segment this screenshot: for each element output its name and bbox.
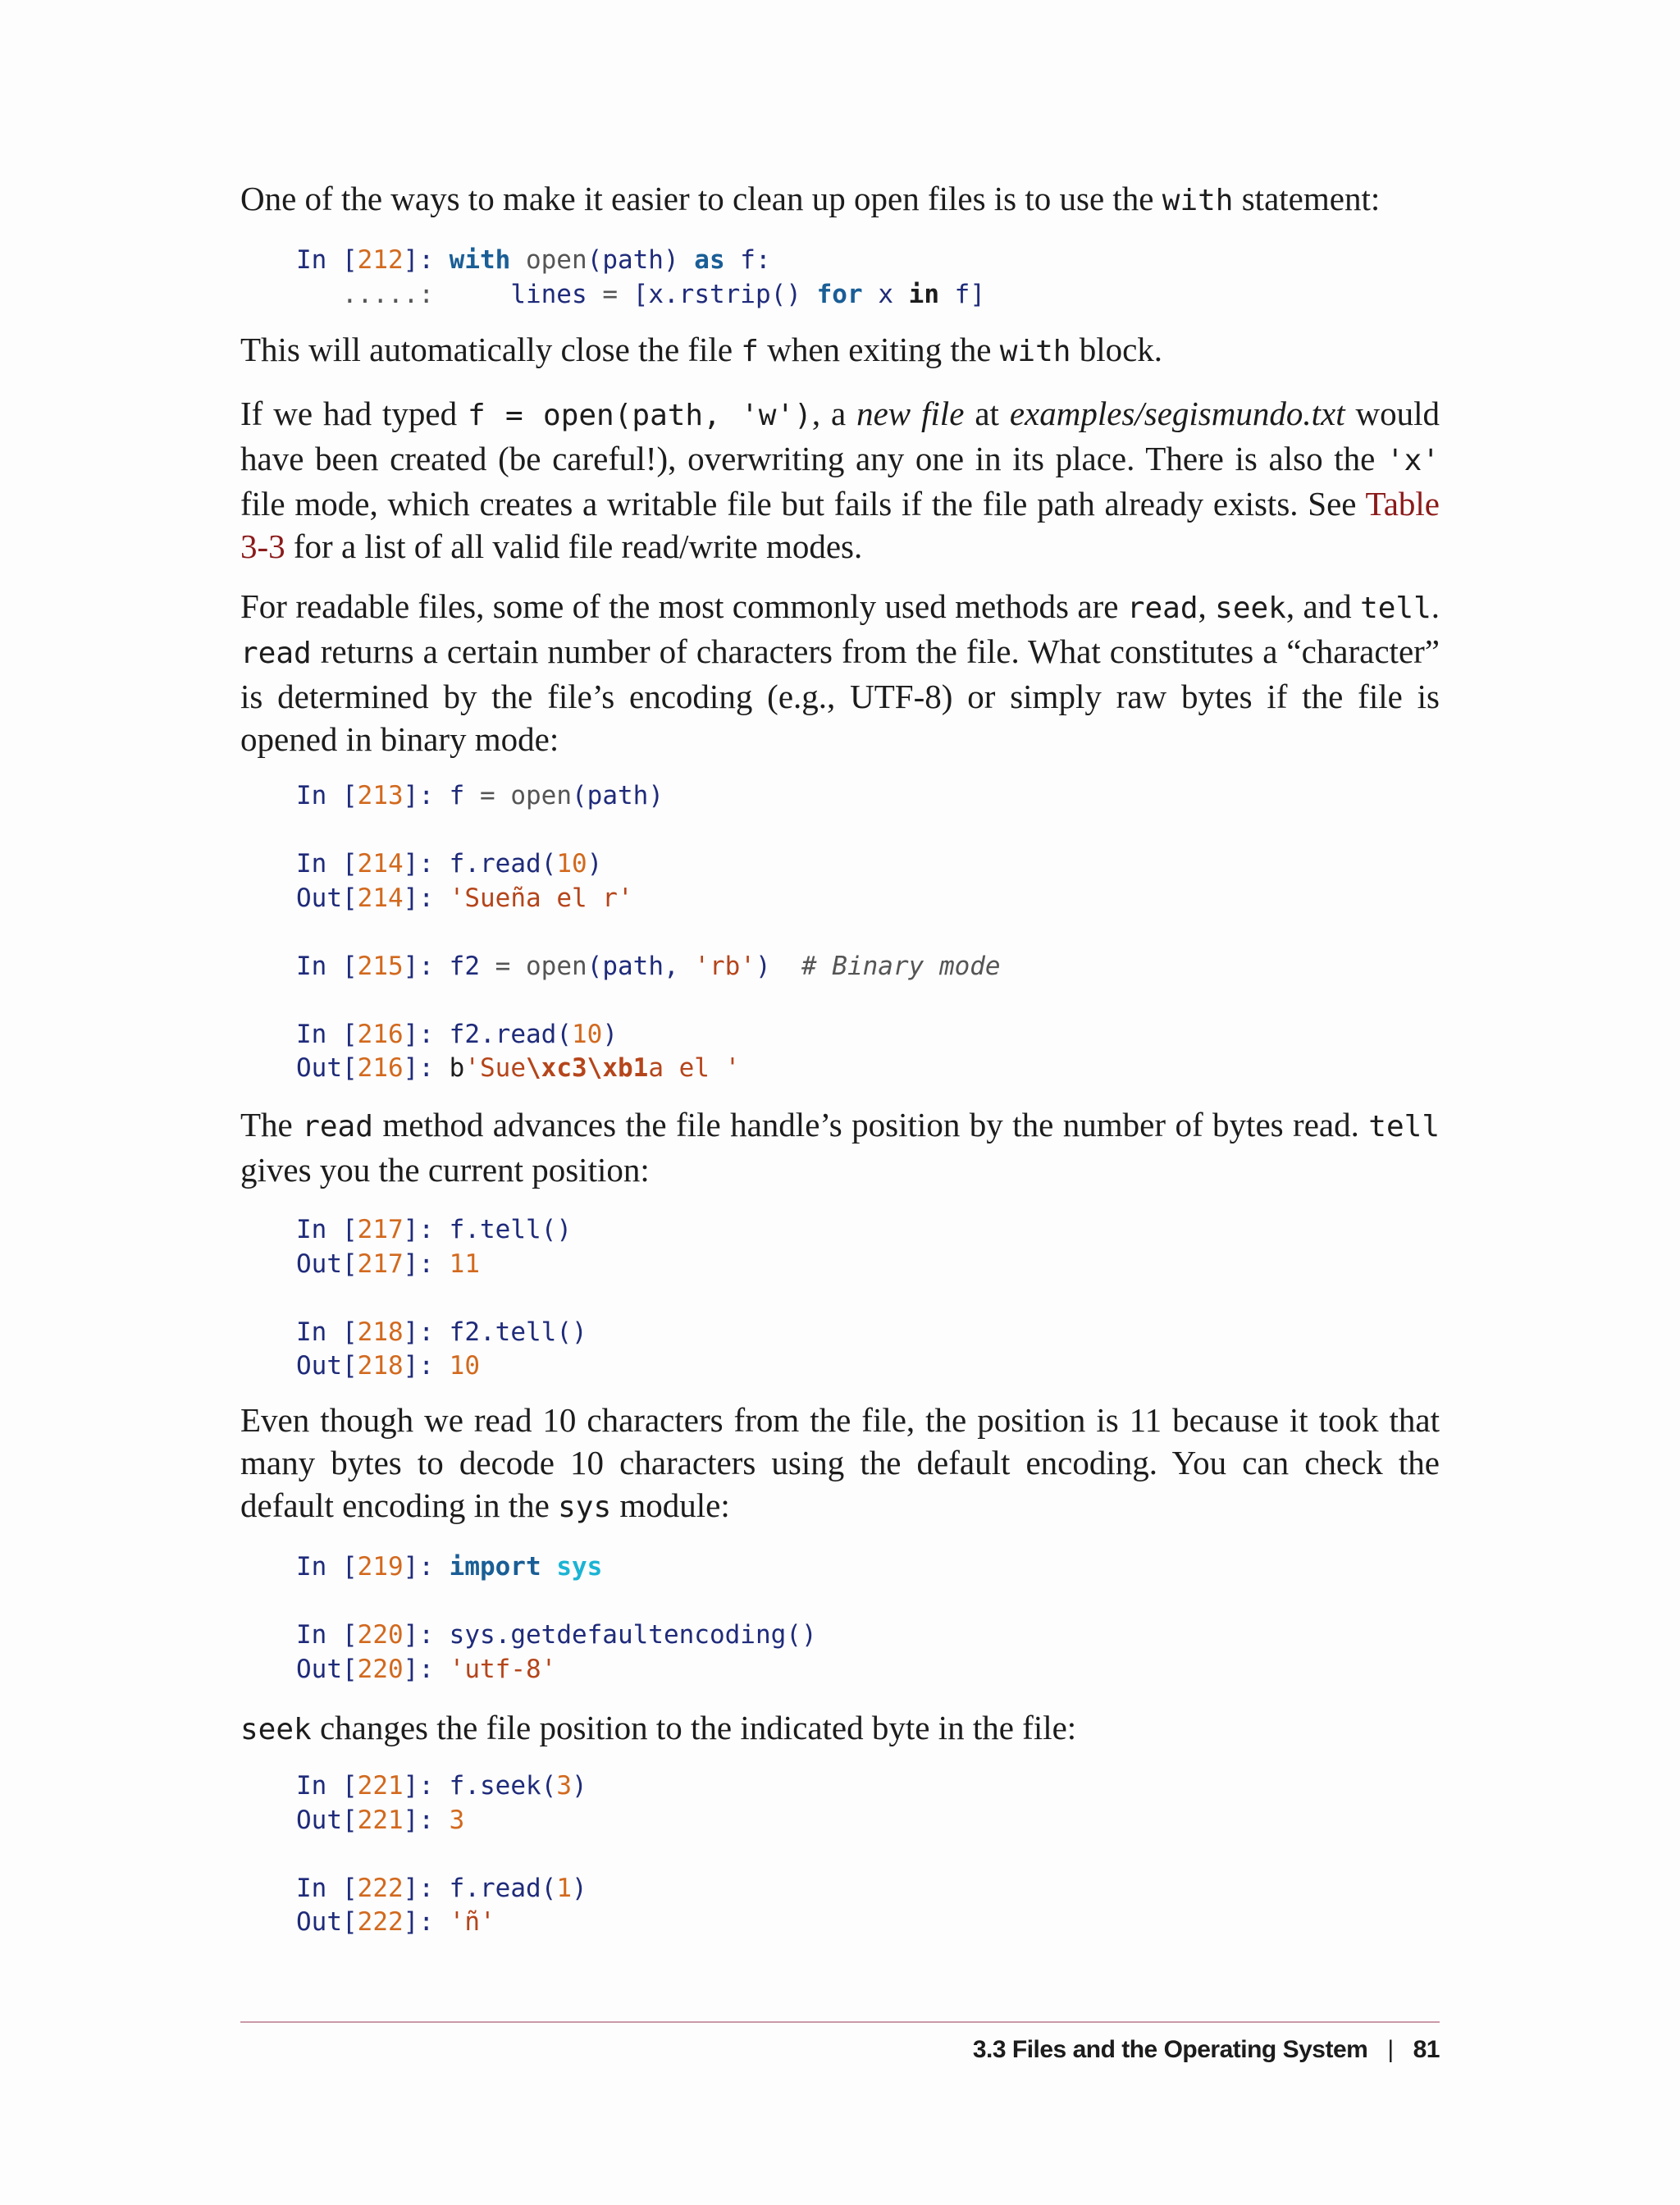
code-block-221-222: In [221]: f.seek(3) Out[221]: 3 In [222]: f.read(1) Out[222]: 'ñ': [296, 1771, 587, 1937]
paragraph-read-advances: The read method advances the file handle’s position by the number of bytes read. tell gives you the current position:: [240, 1106, 1440, 1189]
page-number: 81: [1413, 2036, 1440, 2063]
code-block-217-218: In [217]: f.tell() Out[217]: 11 In [218]: f2.tell() Out[218]: 10: [296, 1215, 587, 1381]
inline-code: with: [1162, 184, 1234, 217]
paragraph-readable-files: For readable files, some of the most commonly used methods are read, seek, and tell. read returns a certain number of characters from the file. What constitutes a “character” is determined by the file’s encoding (e.g., UTF-8) or simply raw bytes if the file is opened in binary mode:: [240, 587, 1440, 758]
section-title: 3.3 Files and the Operating System: [972, 2036, 1368, 2063]
paragraph-even-though: Even though we read 10 characters from the file, the position is 11 because it took that many bytes to decode 10 characters using the default encoding. You can check the default encoding in the sys module:: [240, 1401, 1440, 1524]
paragraph-auto-close: This will automatically close the file f when exiting the with block.: [240, 331, 1163, 368]
footer-rule: [240, 2021, 1440, 2023]
paragraph-seek: seek changes the file position to the indicated byte in the file:: [240, 1709, 1077, 1746]
footer-separator: |: [1387, 2036, 1394, 2063]
page-footer: [973, 2029, 1440, 2070]
table-3-3-link[interactable]: Table 3-3: [240, 485, 1440, 565]
code-block-212: In [212]: with open(path) as f: .....: lines = [x.rstrip() for x in f]: [296, 245, 985, 309]
paragraph-write-mode: If we had typed f = open(path, 'w'), a new file at examples/segismundo.txt would have been created (be careful!), overwriting any one in its place. There is also the 'x' file mode, which creates a writable file but fails if the file path already exists. See Table 3-3 for a list of all valid file read/write modes.: [240, 395, 1440, 565]
text: One of the ways to make it easier to clean up open files is to use the: [240, 180, 1162, 217]
text: statement:: [1233, 180, 1381, 217]
paragraph-with-statement: [240, 177, 1440, 222]
code-block-219-220: In [219]: import sys In [220]: sys.getdefaultencoding() Out[220]: 'utf-8': [296, 1552, 817, 1684]
continuation-prompt: .....:: [342, 279, 434, 309]
prompt-in: In: [296, 245, 327, 275]
code-block-213-216: In [213]: f = open(path) In [214]: f.read(10) Out[214]: 'Sueña el r' In [215]: f2 = open(path, 'rb') # Binary mode In [216]: f2.read(10) Out[216]: b'Sue\xc3\xb1a el ': [296, 781, 1001, 1083]
